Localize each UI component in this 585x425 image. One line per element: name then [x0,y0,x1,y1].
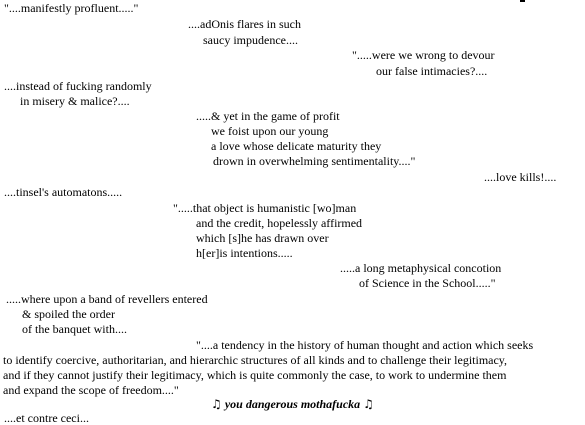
poem-line: in misery & malice?.... [20,94,130,108]
poem-line: ".....that object is humanistic [wo]man [173,201,357,215]
poem-line: h[er]is intentions..... [196,246,293,260]
poem-line: ....tinsel's automatons..... [4,185,123,199]
poem-line: .....where upon a band of revellers entered [6,292,208,306]
closing-line [0,397,585,411]
poem-line: of the banquet with.... [22,322,127,336]
top-dash-mark [520,0,525,2]
quote-line: to identify coercive, authoritarian, and hierarchic structures of all kinds and to challenge their legitimacy, [3,353,508,367]
poem-line: ".....were we wrong to devour [352,48,495,62]
quote-line: and expand the scope of freedom...." [3,383,179,397]
poem-line: which [s]he has drawn over [196,231,329,245]
poem-line: saucy impudence.... [203,33,298,47]
poem-line: "....manifestly profluent....." [4,1,139,15]
poem-line: our false intimacies?.... [376,64,488,78]
poem-line: a love whose delicate maturity they [211,139,382,153]
music-note-icon: ♫ [363,397,374,411]
poem-line: & spoiled the order [22,307,115,321]
quote-line: and if they cannot justify their legitimacy, which is quite commonly the case, to work to undermine them [3,368,507,382]
poem-line: ....instead of fucking randomly [4,79,152,93]
closing-text: you dangerous mothafucka [224,397,361,411]
poem-line: of Science in the School....." [359,276,496,290]
poem-line: .....a long metaphysical concotion [340,261,502,275]
poem-line: we foist upon our young [211,124,329,138]
poem-line: ....adOnis flares in such [188,17,301,31]
quote-line: "....a tendency in the history of human thought and action which seeks [196,338,534,352]
poem-line: .....& yet in the game of profit [196,109,340,123]
music-note-icon: ♫ [211,397,222,411]
poem-line: ....love kills!.... [484,170,557,184]
final-line: ....et contre ceci... [4,411,89,425]
poem-line: drown in overwhelming sentimentality...." [213,154,416,168]
poem-line: and the credit, hopelessly affirmed [196,216,363,230]
